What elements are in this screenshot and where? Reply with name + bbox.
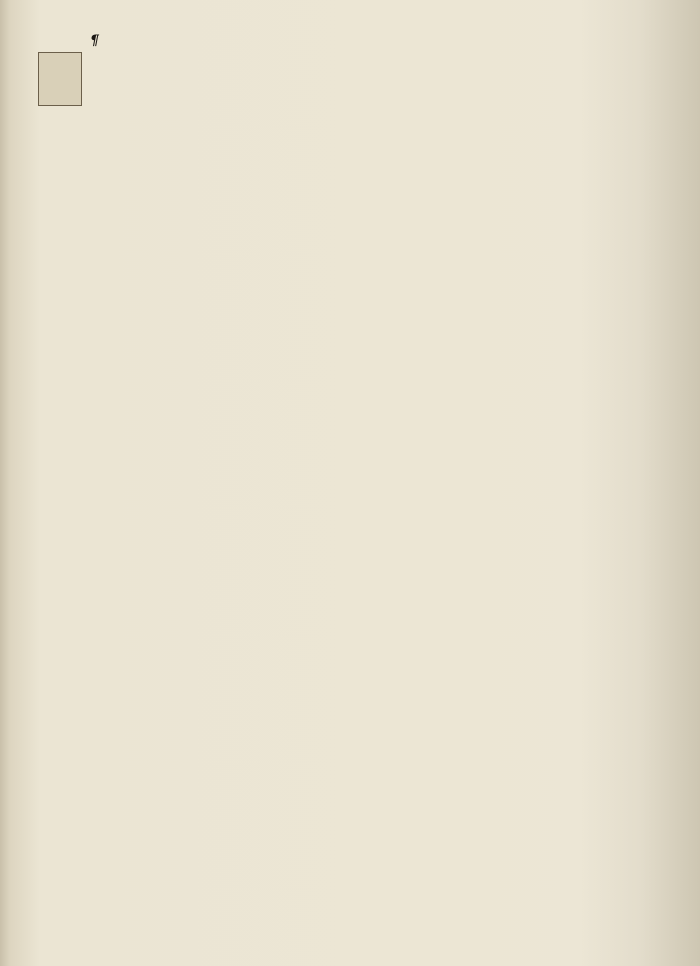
page-header [150,0,670,20]
page-shadow [580,0,700,966]
pilcrow-mark: ¶ [90,33,99,49]
main-text [38,32,603,52]
chapter-heading [38,32,603,52]
drop-capital [38,52,82,106]
